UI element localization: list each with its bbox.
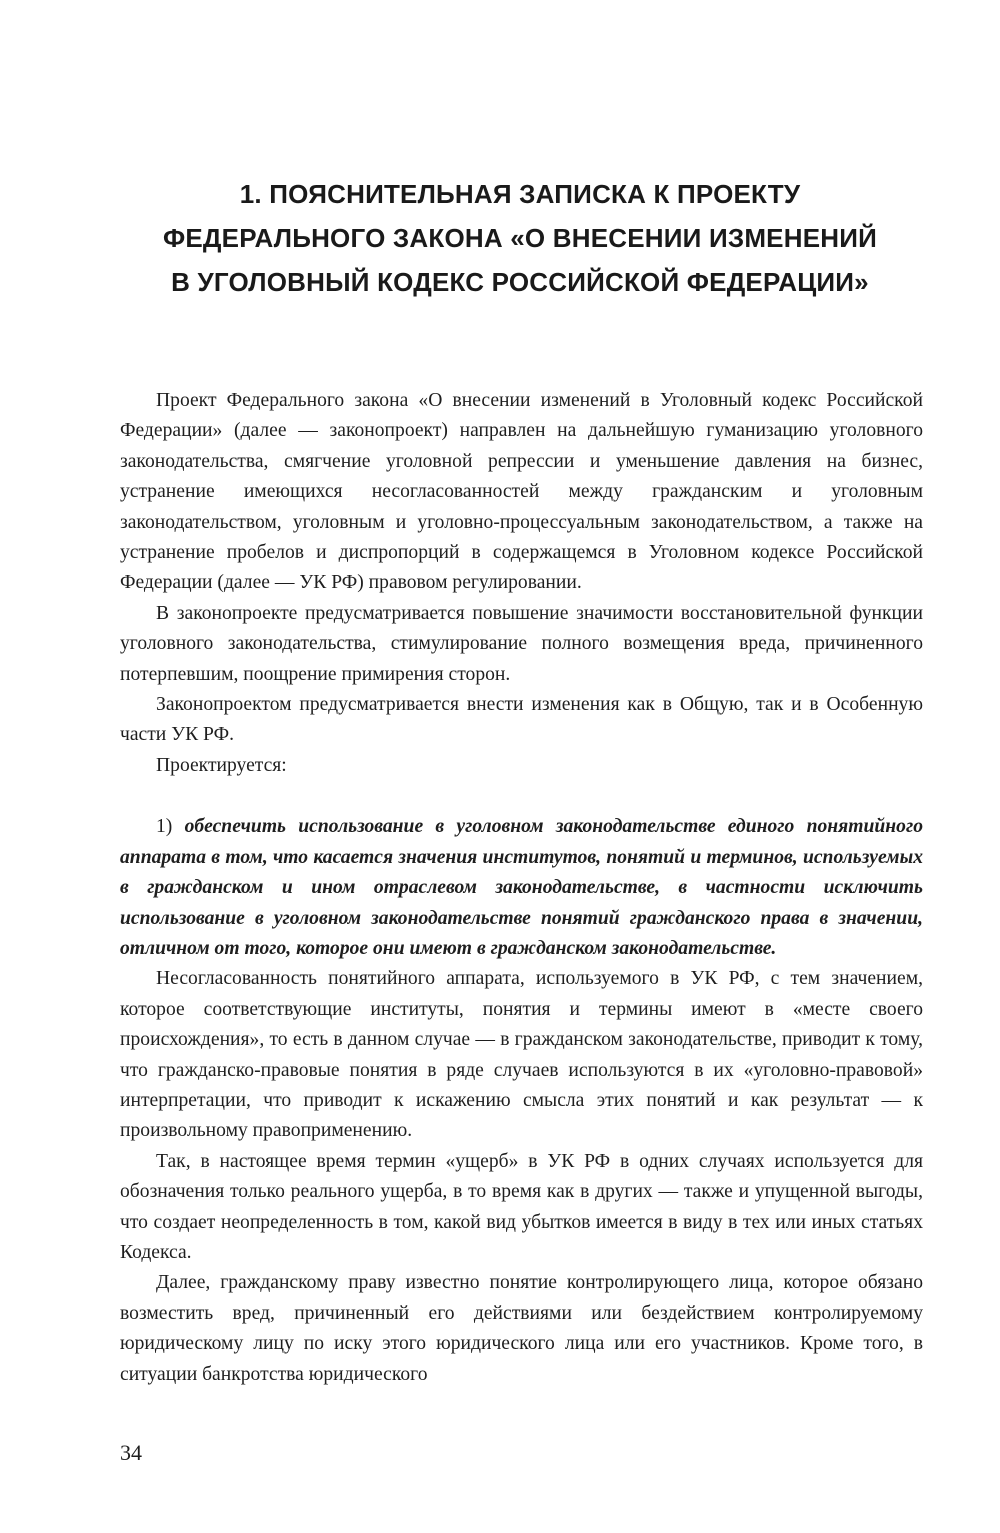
page-number: 34 — [120, 1440, 142, 1465]
heading-line-2: ФЕДЕРАЛЬНОГО ЗАКОНА «О ВНЕСЕНИИ ИЗМЕНЕНИЙ — [163, 223, 877, 253]
list-item-1-text: обеспечить использование в уголовном законодательстве единого понятийного аппарата в том, что касается значения институтов, понятий и терминов, используемых в гражданском и ином отраслевом законодательстве, в частности исключить использование в уголовном законодательстве понятий гражданского права в значении, отличном от того, которое они имеют в гражданском законодательстве. — [120, 816, 923, 959]
paragraph-controlling-person: Далее, гражданскому праву известно понятие контролирующего лица, которое обязано возместить вред, причиненный его действиями или бездействием контролируемому юридическому лицу по иску этого юридического лица или его участников. Кроме того, в ситуации банкротства юридического — [120, 1272, 923, 1385]
paragraph-inconsistency: Несогласованность понятийного аппарата, используемого в УК РФ, с тем значением, которое соответствующие институты, понятия и термины имеют в «месте своего происхождения», то есть в данном случае — в гражданском законодательстве, приводит к тому, что гражданско-правовые понятия в ряде случаев используются в их «уголовно-правовой» интерпретации, что приводит к искажению смысла этих понятий и как результат — к произвольному правоприменению. — [120, 968, 923, 1142]
paragraph-damage-term: Так, в настоящее время термин «ущерб» в УК РФ в одних случаях используется для обозначения только реального ущерба, в то время как в других — также и упущенной выгоды, что создает неопределенность в том, какой вид убытков имеется в виду в тех или иных статьях Кодекса. — [120, 1150, 923, 1263]
paragraph-projected: Проектируется: — [156, 754, 287, 776]
heading-line-3: В УГОЛОВНЫЙ КОДЕКС РОССИЙСКОЙ ФЕДЕРАЦИИ» — [171, 267, 869, 297]
paragraph-intro: Проект Федерального закона «О внесении изменений в Уголовный кодекс Российской Федерации» (далее — законопроект) направлен на дальнейшую гуманизацию уголовного законодательства, смягчение уголовной репрессии и уменьшение давления на бизнес, устранение имеющихся несогласованностей между гражданским и уголовным законодательством, уголовным и уголовно-процессуальным законодательством, а также на устранение пробелов и диспропорций в содержащемся в Уголовном кодексе Российской Федерации (далее — УК РФ) правовом регулировании. — [120, 390, 923, 594]
list-item-1 — [120, 812, 923, 964]
paragraph-changes-scope: Законопроектом предусматривается внести изменения как в Общую, так и в Особенную части УК РФ. — [120, 694, 923, 746]
paragraph-restorative-function: В законопроекте предусматривается повышение значимости восстановительной функции уголовного законодательства, стимулирование полного возмещения вреда, причиненного потерпевшим, поощрение примирения сторон. — [120, 602, 923, 685]
body-text — [120, 386, 923, 1390]
heading-line-1: 1. ПОЯСНИТЕЛЬНАЯ ЗАПИСКА К ПРОЕКТУ — [239, 179, 801, 209]
section-heading — [120, 172, 920, 304]
list-item-1-number: 1) — [156, 816, 173, 838]
